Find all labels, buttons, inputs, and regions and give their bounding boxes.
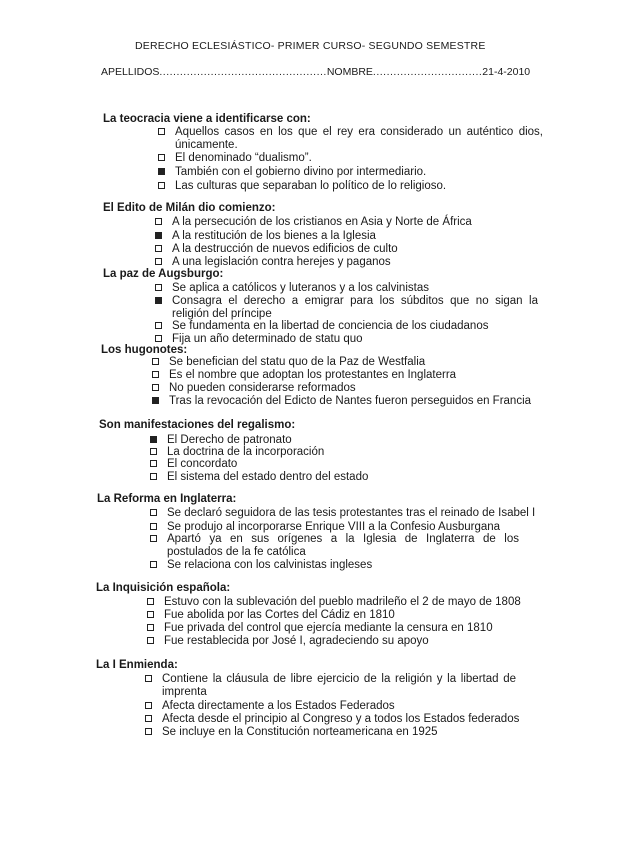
answer-option-text: Contiene la cláusula de libre ejercicio de la religión y la libertad de imprenta bbox=[162, 673, 516, 698]
checkbox[interactable] bbox=[158, 128, 165, 135]
checkbox[interactable] bbox=[147, 611, 154, 618]
question-title: La paz de Augsburgo: bbox=[103, 268, 224, 280]
question-title: La I Enmienda: bbox=[96, 659, 178, 671]
answer-option-text: Se produjo al incorporarse Enrique VIII a la Confesio Ausburgana bbox=[167, 521, 501, 533]
question-title: La Reforma en Inglaterra: bbox=[97, 493, 237, 505]
checkbox[interactable] bbox=[150, 535, 157, 542]
answer-option-text: El Derecho de patronato bbox=[167, 434, 292, 446]
checkbox[interactable] bbox=[150, 473, 157, 480]
answer-option-text: Se relaciona con los calvinistas ingleses bbox=[167, 559, 373, 571]
answer-option-text: Tras la revocación del Edicto de Nantes fueron perseguidos en Francia bbox=[169, 395, 532, 407]
student-fields bbox=[101, 66, 531, 78]
checkbox[interactable] bbox=[147, 598, 154, 605]
checkbox[interactable] bbox=[150, 460, 157, 467]
question-title: Los hugonotes: bbox=[101, 344, 188, 356]
answer-option-text: Las culturas que separaban lo político de lo religioso. bbox=[175, 180, 447, 192]
answer-option-text: Se benefician del statu quo de la Paz de Westfalia bbox=[169, 356, 426, 368]
answer-option-text: Consagra el derecho a emigrar para los súbditos que no sigan la religión del príncipe bbox=[172, 295, 538, 320]
nombre-label: NOMBRE bbox=[326, 66, 373, 78]
checkbox[interactable] bbox=[150, 561, 157, 568]
answer-option-text: A la persecución de los cristianos en Asia y Norte de África bbox=[172, 216, 472, 228]
answer-option-text: Afecta desde el principio al Congreso y a todos los Estados federados bbox=[162, 713, 520, 725]
checkbox[interactable] bbox=[150, 523, 157, 530]
answer-option-text: No pueden considerarse reformados bbox=[169, 382, 356, 394]
answer-option-text: Fija un año determinado de statu quo bbox=[172, 333, 363, 345]
checkbox[interactable] bbox=[155, 322, 162, 329]
question-title: El Edito de Milán dio comienzo: bbox=[103, 202, 276, 214]
answer-option-text: La doctrina de la incorporación bbox=[167, 446, 325, 458]
checkbox[interactable] bbox=[145, 728, 152, 735]
answer-option-text: El denominado “dualismo”. bbox=[175, 152, 312, 164]
checked-checkbox[interactable] bbox=[155, 297, 162, 304]
answer-option-text: A la destrucción de nuevos edificios de culto bbox=[172, 243, 398, 255]
answer-option-text: A la restitución de los bienes a la Iglesia bbox=[172, 230, 376, 242]
answer-option-text: Apartó ya en sus orígenes a la Iglesia de Inglaterra de los postulados de la fe católica bbox=[167, 533, 519, 558]
answer-option-text: Fue restablecida por José I, agradeciendo su apoyo bbox=[164, 635, 429, 647]
checkbox[interactable] bbox=[147, 624, 154, 631]
checkbox[interactable] bbox=[150, 509, 157, 516]
checkbox[interactable] bbox=[158, 154, 165, 161]
answer-option-text: Fue privada del control que ejercía mediante la censura en 1810 bbox=[164, 622, 493, 634]
answer-option-text: Aquellos casos en los que el rey era considerado un auténtico dios, únicamente. bbox=[175, 126, 543, 151]
checked-checkbox[interactable] bbox=[155, 232, 162, 239]
checkbox[interactable] bbox=[152, 371, 159, 378]
exam-title: DERECHO ECLESIÁSTICO- PRIMER CURSO- SEGUNDO SEMESTRE bbox=[135, 40, 486, 52]
checkbox[interactable] bbox=[145, 675, 152, 682]
checkbox[interactable] bbox=[152, 384, 159, 391]
exam-date: 21-4-2010 bbox=[482, 66, 531, 78]
checkbox[interactable] bbox=[155, 245, 162, 252]
question-title: Son manifestaciones del regalismo: bbox=[99, 419, 296, 431]
checkbox[interactable] bbox=[155, 335, 162, 342]
answer-option-text: Fue abolida por las Cortes del Cádiz en 1810 bbox=[164, 609, 395, 621]
answer-option-text: El concordato bbox=[167, 458, 238, 470]
answer-option-text: Se fundamenta en la libertad de conciencia de los ciudadanos bbox=[172, 320, 489, 332]
checked-checkbox[interactable] bbox=[152, 397, 159, 404]
answer-option-text: Se incluye en la Constitución norteamericana en 1925 bbox=[162, 726, 438, 738]
checkbox[interactable] bbox=[158, 182, 165, 189]
nombre-field[interactable]: ................................ bbox=[372, 66, 483, 78]
checkbox[interactable] bbox=[155, 218, 162, 225]
checkbox[interactable] bbox=[147, 637, 154, 644]
answer-option-text: El sistema del estado dentro del estado bbox=[167, 471, 369, 483]
question-title: La Inquisición española: bbox=[96, 582, 231, 594]
checkbox[interactable] bbox=[150, 448, 157, 455]
answer-option-text: A una legislación contra herejes y paganos bbox=[172, 256, 391, 268]
answer-option-text: Se declaró seguidora de las tesis protestantes tras el reinado de Isabel I bbox=[167, 507, 536, 519]
checked-checkbox[interactable] bbox=[150, 436, 157, 443]
answer-option-text: Es el nombre que adoptan los protestantes en Inglaterra bbox=[169, 369, 457, 381]
checkbox[interactable] bbox=[155, 258, 162, 265]
apellidos-label: APELLIDOS bbox=[101, 66, 160, 78]
answer-option-text: Estuvo con la sublevación del pueblo madrileño el 2 de mayo de 1808 bbox=[164, 596, 521, 608]
apellidos-field[interactable]: ................................................. bbox=[159, 66, 327, 78]
checkbox[interactable] bbox=[155, 284, 162, 291]
answer-option-text: También con el gobierno divino por intermediario. bbox=[175, 166, 427, 178]
checked-checkbox[interactable] bbox=[158, 168, 165, 175]
checkbox[interactable] bbox=[152, 358, 159, 365]
question-title: La teocracia viene a identificarse con: bbox=[103, 113, 311, 125]
answer-option-text: Afecta directamente a los Estados Federados bbox=[162, 700, 395, 712]
checkbox[interactable] bbox=[145, 702, 152, 709]
answer-option-text: Se aplica a católicos y luteranos y a los calvinistas bbox=[172, 282, 429, 294]
checkbox[interactable] bbox=[145, 715, 152, 722]
